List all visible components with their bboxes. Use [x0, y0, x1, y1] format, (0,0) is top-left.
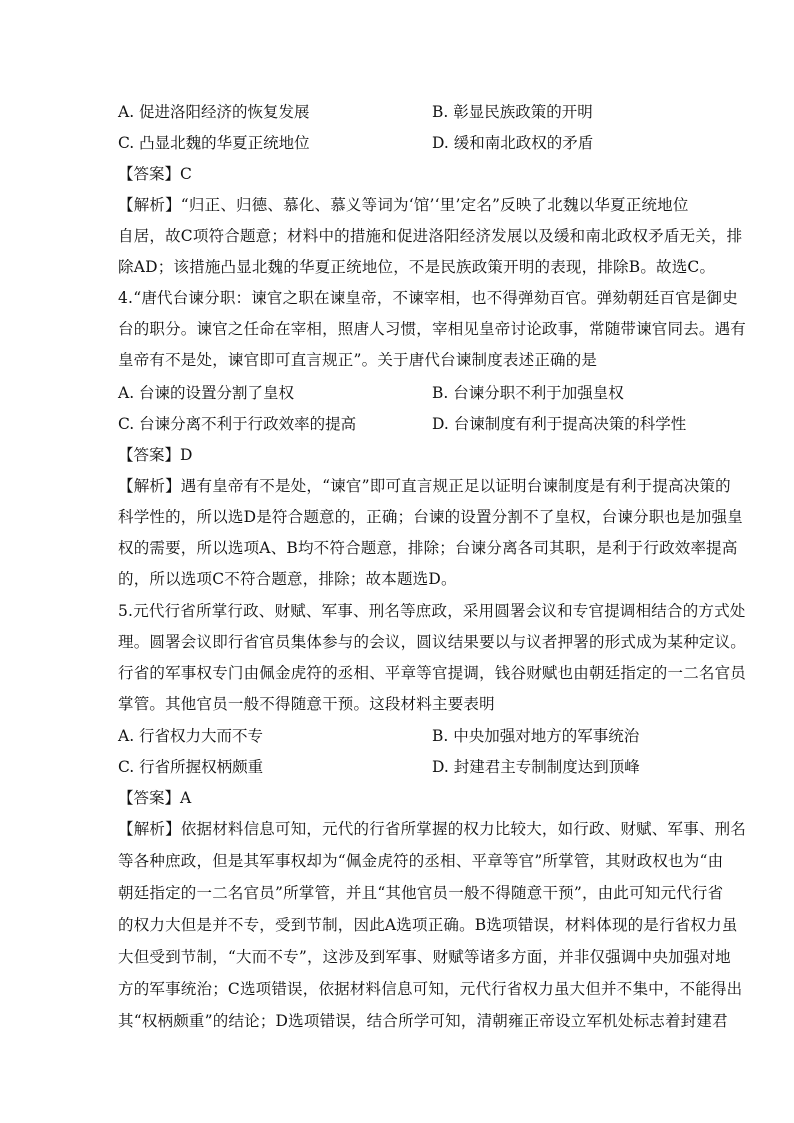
q3-option-a: A. 促进洛阳经济的恢复发展: [118, 103, 310, 121]
q3-analysis-line: 自居，故C项符合题意；材料中的措施和促进洛阳经济发展以及缓和南北政权矛盾无关，排: [118, 227, 743, 245]
q5-stem-line: 掌管。其他官员一般不得随意干预。这段材料主要表明: [118, 695, 495, 713]
q5-stem-line: 5.元代行省所掌行政、财赋、军事、刑名等庶政，采用圆署会议和专官提调相结合的方式处: [118, 602, 746, 620]
q5-option-b: B. 中央加强对地方的军事统治: [432, 727, 640, 745]
q5-analysis-line: 的权力大但是并不专，受到节制，因此A选项正确。B选项错误，材料体现的是行省权力虽: [118, 916, 738, 934]
q4-analysis-line: 的，所以选项C不符合题意，排除；故本题选D。: [118, 570, 457, 588]
q4-option-d: D. 台谏制度有利于提高决策的科学性: [432, 415, 687, 433]
q5-option-d: D. 封建君主专制制度达到顶峰: [432, 758, 640, 776]
q5-stem-line: 行省的军事权专门由佩金虎符的丞相、平章等官提调，钱谷财赋也由朝廷指定的一二名官员: [118, 664, 747, 682]
q3-option-d: D. 缓和南北政权的矛盾: [432, 134, 594, 152]
q5-analysis-line: 等各种庶政，但是其军事权却为“佩金虎符的丞相、平章等官”所掌管，其财政权也为“由: [118, 852, 724, 870]
q3-option-b: B. 彰显民族政策的开明: [432, 103, 593, 121]
q5-option-c: C. 行省所握权柄颇重: [118, 758, 264, 776]
q5-analysis-line: 朝廷指定的一二名官员”所掌管，并且“其他官员一般不得随意干预”，由此可知元代行省: [118, 884, 724, 902]
q3-option-c: C. 凸显北魏的华夏正统地位: [118, 134, 310, 152]
q4-analysis-line: 【解析】遇有皇帝有不是处，“谏官”即可直言规正足以证明台谏制度是有利于提高决策的: [118, 477, 731, 495]
q4-option-b: B. 台谏分职不利于加强皇权: [432, 384, 624, 402]
q4-answer: 【答案】D: [118, 446, 193, 464]
q5-analysis-line: 其“权柄颇重”的结论；D选项错误，结合所学可知，清朝雍正帝设立军机处标志着封建君: [118, 1012, 728, 1030]
q4-analysis-line: 权的需要，所以选项A、B均不符合题意，排除；台谏分离各司其职，是利于行政效率提高: [118, 539, 738, 557]
q3-analysis-line: 除AD；该措施凸显北魏的华夏正统地位，不是民族政策开明的表现，排除B。故选C。: [118, 258, 716, 276]
q4-option-a: A. 台谏的设置分割了皇权: [118, 384, 295, 402]
q5-analysis-line: 大但受到节制，“大而不专”，这涉及到军事、财赋等诸多方面，并非仅强调中央加强对地: [118, 948, 731, 966]
q4-stem-line: 皇帝有不是处，谏官即可直言规正”。关于唐代台谏制度表述正确的是: [118, 351, 598, 369]
q5-option-a: A. 行省权力大而不专: [118, 727, 264, 745]
q5-analysis-line: 方的军事统治；C选项错误，依据材料信息可知，元代行省权力虽大但并不集中，不能得出: [118, 980, 743, 998]
q5-analysis-line: 【解析】依据材料信息可知，元代的行省所掌握的权力比较大，如行政、财赋、军事、刑名: [118, 820, 747, 838]
q4-stem-line: 4.“唐代台谏分职：谏官之职在谏皇帝，不谏宰相，也不得弹劾百官。弹劾朝廷百官是御史: [118, 289, 738, 307]
q4-stem-line: 台的职分。谏官之任命在宰相，照唐人习惯，宰相见皇帝讨论政事，常随带谏官同去。遇有: [118, 320, 747, 338]
q3-analysis-line: 【解析】“归正、归德、慕化、慕义等词为‘馆’‘里’定名”反映了北魏以华夏正统地位: [118, 196, 689, 214]
q5-answer: 【答案】A: [118, 789, 192, 807]
q3-answer: 【答案】C: [118, 165, 192, 183]
q4-analysis-line: 科学性的，所以选D是符合题意的，正确；台谏的设置分割不了皇权，台谏分职也是加强皇: [118, 508, 743, 526]
q5-stem-line: 理。圆署会议即行省官员集体参与的会议，圆议结果要以与议者押署的形式成为某种定议。: [118, 633, 747, 651]
q4-option-c: C. 台谏分离不利于行政效率的提高: [118, 415, 357, 433]
